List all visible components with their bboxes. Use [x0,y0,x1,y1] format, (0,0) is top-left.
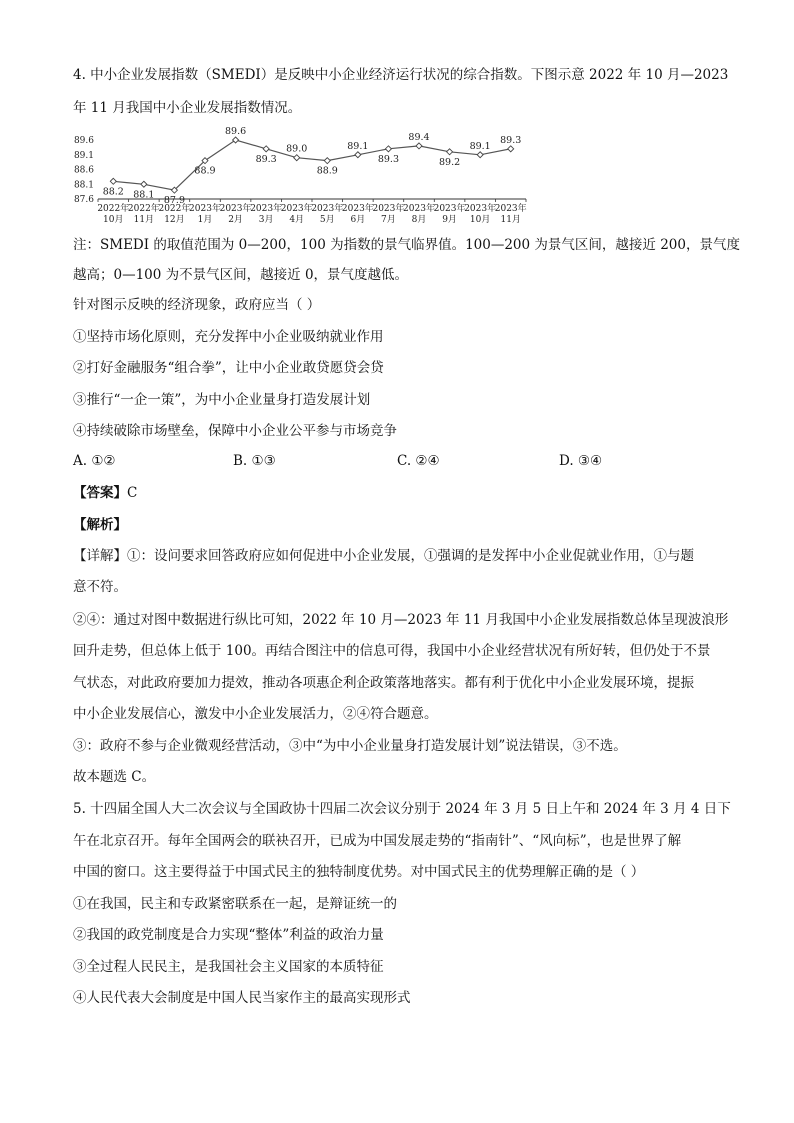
data-point [447,149,453,155]
x-tick-month: 8月 [411,215,427,225]
x-tick-year: 2022年 [127,204,160,214]
q4-question: 针对图示反映的经济现象，政府应当（ ） [73,297,321,313]
x-tick-year: 2023年 [372,204,405,214]
detail-line-2: 意不符。 [73,579,127,595]
q5-stem-line-2: 午在北京召开。每年全国两会的联袂召开，已成为中国发展走势的“指南针”、“风向标”，也是世界了解 [73,833,682,849]
x-tick-month: 11月 [133,215,155,225]
x-tick-year: 2023年 [464,204,497,214]
data-label: 89.3 [255,153,277,165]
q5-stem-line-3: 中国的窗口。这主要得益于中国式民主的独特制度优势。对中国式民主的优势理解正确的是（ ） [73,864,645,880]
conclusion: 故本题选 C。 [73,769,156,785]
data-point [355,152,361,158]
x-tick-month: 3月 [258,215,274,225]
x-tick-year: 2023年 [494,204,527,214]
detail-line-3: ②④：通过对图中数据进行纵比可知，2022 年 10 月—2023 年 11 月我国中小企业发展指数总体呈现波浪形 [73,612,729,628]
q5-stem-line-1: 5. 十四届全国人大二次会议与全国政协十四届二次会议分别于 2024 年 3 月 5 日上午和 2024 年 3 月 4 日下 [73,801,731,817]
data-label: 88.2 [102,186,124,198]
x-tick-year: 2022年 [158,204,191,214]
y-tick-label: 87.6 [73,195,94,205]
data-label: 89.2 [438,156,461,168]
q4-item-2: ②打好金融服务“组合拳”，让中小企业敢贷愿贷会贷 [73,360,384,376]
q5-item-4: ④人民代表大会制度是中国人民当家作主的最高实现形式 [73,990,411,1006]
data-label: 88.1 [133,189,155,201]
q4-item-4: ④持续破除市场壁垒，保障中小企业公平参与市场竞争 [73,423,397,439]
x-tick-month: 7月 [381,215,396,225]
data-point [385,146,391,152]
data-label: 88.9 [316,165,338,177]
x-tick-month: 10月 [469,215,491,225]
data-label: 89.1 [469,140,491,152]
x-tick-year: 2023年 [250,204,283,214]
data-label: 88.9 [194,165,216,177]
detail-line-1: 【详解】①：设问要求回答政府应如何促进中小企业发展，①强调的是发挥中小企业促就业作用，①与题 [73,548,694,564]
smedi-line-chart [70,127,530,227]
data-point [416,143,422,149]
data-point [477,152,483,158]
x-tick-month: 6月 [350,215,366,225]
q5-item-1: ①在我国，民主和专政紧密联系在一起，是辩证统一的 [73,896,397,912]
q4-answer [73,484,137,502]
data-label: 89.6 [224,127,247,137]
q5-item-2: ②我国的政党制度是合力实现“整体”利益的政治力量 [73,927,384,943]
q4-note-line-1: 注：SMEDI 的取值范围为 0—200，100 为指数的景气临界值。100—200 为景气区间，越接近 200，景气度 [73,237,740,253]
x-tick-year: 2023年 [403,204,435,214]
data-point [263,146,269,152]
detail-line-5: 气状态，对此政府要加力提效，推动各项惠企利企政策落地落实。都有利于优化中小企业发展环境，提振 [73,675,694,691]
answer-label: 【答案】 [73,485,127,501]
q4-options [73,453,733,471]
q4-stem-line-1: 4. 中小企业发展指数（SMEDI）是反映中小企业经济运行状况的综合指数。下图示意 2022 年 10 月—2023 [73,67,729,83]
data-label: 89.4 [408,131,430,143]
x-tick-year: 2023年 [341,204,374,214]
q5-item-3: ③全过程人民民主，是我国社会主义国家的本质特征 [73,959,384,975]
data-label: 89.1 [347,140,369,152]
x-tick-month: 1月 [197,215,213,225]
y-tick-label: 88.6 [73,165,94,176]
q4-item-3: ③推行“一企一策”，为中小企业量身打造发展计划 [73,392,371,408]
data-point [110,178,116,184]
y-tick-label: 89.6 [73,136,94,146]
x-tick-year: 2023年 [311,204,344,214]
q4-option-b: B. ①③ [233,453,276,469]
x-tick-year: 2022年 [97,204,130,214]
data-point [294,155,300,161]
x-tick-month: 11月 [500,215,521,225]
x-tick-month: 10月 [103,215,124,225]
y-tick-label: 89.1 [73,150,94,161]
detail-line-4: 回升走势，但总体上低于 100。再结合图注中的信息可得，我国中小企业经营状况有所好转，但仍处于不景 [73,643,711,659]
q4-option-a: A. ①② [73,453,116,469]
data-label: 89.3 [500,134,522,146]
x-tick-year: 2023年 [219,204,252,214]
answer-value: C [127,485,138,501]
x-tick-year: 2023年 [280,204,313,214]
y-tick-label: 88.1 [73,180,94,191]
data-label: 89.0 [286,143,308,155]
x-tick-month: 2月 [228,215,243,225]
data-point [141,181,147,187]
q4-item-1: ①坚持市场化原则，充分发挥中小企业吸纳就业作用 [73,329,384,345]
x-tick-month: 12月 [164,215,185,225]
q4-note-line-2: 越高；0—100 为不景气区间，越接近 0，景气度越低。 [73,267,409,283]
q4-stem-line-2: 年 11 月我国中小企业发展指数情况。 [73,100,302,116]
x-tick-year: 2023年 [189,204,221,214]
q4-option-c: C. ②④ [397,453,440,469]
q4-option-d: D. ③④ [559,453,603,469]
data-point [508,146,514,152]
x-tick-month: 9月 [442,215,457,225]
detail-line-6: 中小企业发展信心，激发中小企业发展活力，②④符合题意。 [73,706,438,722]
data-point [324,158,330,164]
x-tick-month: 4月 [289,215,305,225]
x-tick-month: 5月 [319,215,335,225]
detail-line-7: ③：政府不参与企业微观经营活动，③中“为中小企业量身打造发展计划”说法错误，③不选。 [73,738,627,754]
analysis-label: 【解析】 [73,517,127,533]
x-tick-year: 2023年 [433,204,466,214]
data-label: 87.9 [163,195,186,207]
data-label: 89.3 [377,153,400,165]
